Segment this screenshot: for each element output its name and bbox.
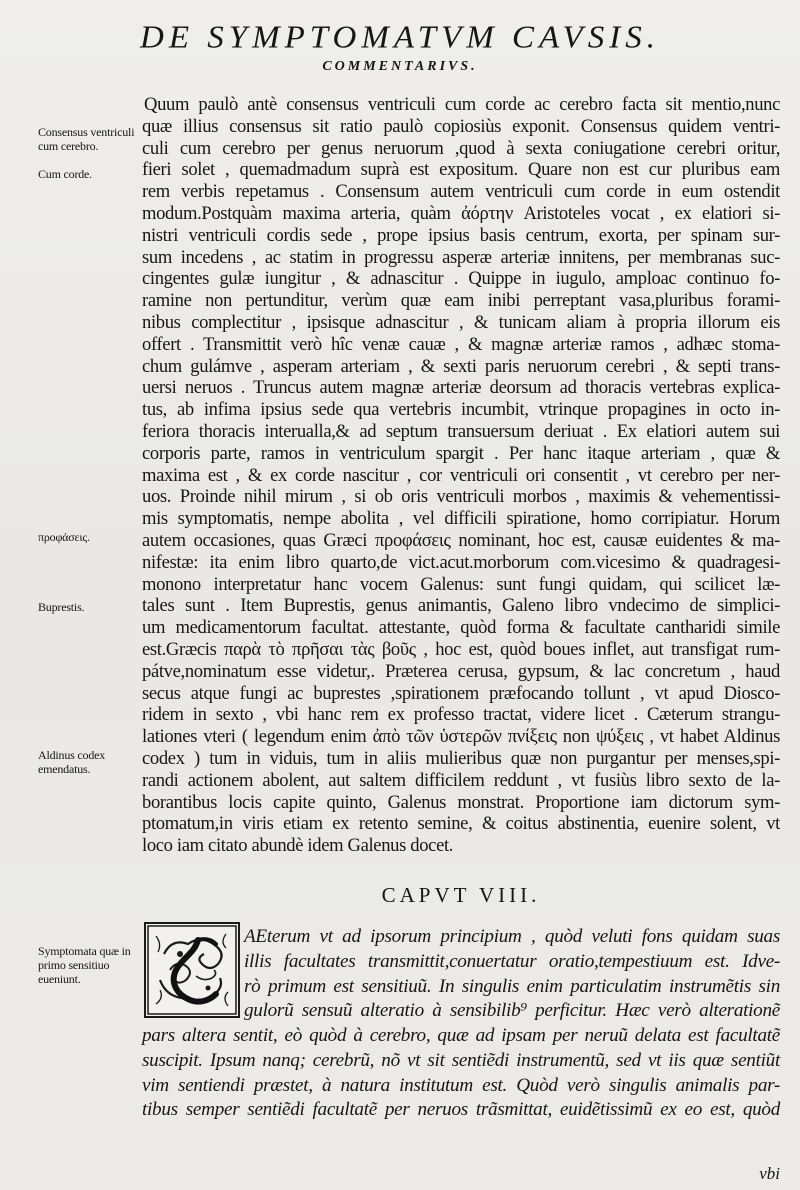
margin-note-symptomata: Symptomata quæ in primo sensitiuo eueniunt. (38, 944, 131, 986)
text-line: AEterum vt ad ipsorum principium , quòd veluti fons quidam suas (244, 926, 780, 947)
margin-note-prophaseis: προφάσεις. (38, 530, 90, 544)
text-line: ptomatum,in viris etiam ex retento semine, & coitus abstinentia, euenire solent, vt (142, 813, 780, 835)
margin-note-consensus: Consensus ventriculi cum cerebro. (38, 125, 135, 153)
text-line: tibus semper sentiẽdi facultatẽ per neruos trãsmittat, euidẽtissimũ ex eo est, quòd (142, 1099, 780, 1121)
text-line: ridem in sexto , vbi hanc rem ex professo tractat, videre licet . Cæterum strangu- (142, 704, 780, 726)
text-line: nistri ventriculi cordis sede , prope ipsius basis centrum, exorta, per spinam sur- (142, 224, 780, 246)
text-line: feriora thoracis interualla,& ad septum transuersum deriuat . Ex elatiori autem sui (142, 420, 780, 442)
text-line: autem occasiones, quas Græci προφάσεις nominant, hoc est, causæ euidentes & ma- (142, 529, 780, 551)
text-line: uos. Proinde nihil mirum , si ob oris ventriculi morbos , maximis & vehementissi- (142, 486, 780, 508)
text-line: tus, ab infima ipsius sede qua vertebris incumbit, vtrinque propagines in octo in- (142, 399, 780, 421)
text-line: secus atque fungi ac buprestes ,spirationem præfocando tollunt , vt apud Diosco- (142, 682, 780, 704)
chapter-body-text (142, 1024, 780, 1123)
text-line: gulorũ sensuũ alteratio à sensibilib⁹ perficitur. Hæc verò alterationẽ (244, 1000, 780, 1022)
text-line: um medicamentorum facultat. attestante, quòd forma & facultate cantharidi simile (142, 617, 780, 639)
text-line: illis facultates transmittit,conuertatur oratio,tempestiuum est. Idve- (244, 950, 780, 972)
text-line: culi cum cerebro per genus neruorum ,quod à sexta coniugatione cerebri oritur, (142, 137, 780, 159)
catchword: vbi (759, 1164, 780, 1183)
text-line: offert . Transmittit verò hîc venæ cauæ , & magnæ arteriæ ramos , adhæc stoma- (142, 333, 780, 355)
text-line: quæ illius consensus sit ratio paulò copiosiùs exponit. Consensus quidem ventri- (142, 115, 780, 137)
margin-note-buprestis: Buprestis. (38, 600, 85, 614)
text-line: rò primum est sensitiuũ. In singulis enim particulatim instrumẽtis sin (244, 975, 780, 997)
text-line: lationes vteri ( legendum enim ἀπὸ τῶν ὑστερῶν πνίξεις non ψύξεις , vt habet Aldinus (142, 726, 780, 748)
text-line: vim sentiendi præstet, à natura institutum est. Quòd verò singulis animalis par- (142, 1074, 780, 1096)
text-line: cingentes gulæ iungitur , & adnascitur . Quippe in iugulo, amploac continuo fo- (142, 268, 780, 290)
text-line: uersi neruos . Truncus autem magnæ arteriæ deorsum ad thoracis vertebras explica- (142, 377, 780, 399)
commentary-body (142, 94, 780, 857)
text-line: maxima est , & ex corde nascitur , cor ventriculi ori consentit , vt cerebro per ner- (142, 464, 780, 486)
decorated-initial-c-icon (144, 922, 240, 1018)
chapter-opening-text (244, 925, 780, 1024)
text-line: fieri solet , quemadmadum suprà est expositum. Quare non est cur pluribus eam (142, 159, 780, 181)
text-line: nibus complectitur , ipsisque adnascitur , & tunicam aliam à propria illorum eis (142, 311, 780, 333)
text-line: rem verbis repetamus . Consensum autem ventriculi cum corde in eum ostendit (142, 181, 780, 203)
text-line: randi actionem abolent, aut saltem difficilem reddunt , vt fusiùs libro sexto de la- (142, 769, 780, 791)
chapter-heading: CAPVT VIII. (381, 883, 541, 907)
section-subtitle: COMMENTARIVS. (322, 59, 478, 74)
text-line: pátve,nominatum esse videtur,. Præterea cerusa, gypsum, & lac concretum , haud (142, 660, 780, 682)
text-line: corporis parte, ramos in ventriculum spargit . Per hanc itaque arteriam , quæ & (142, 442, 780, 464)
text-line: ramine non pertunditur, verùm quæ eam inibi perreptant vasa,pluribus forami- (142, 290, 780, 312)
text-line: sum incedens , ac statim in progressu asperæ arteriæ innitens, per membranas suc- (142, 246, 780, 268)
text-line: codex ) tum in viduis, tum in aliis mulieribus quæ non purgantur per menses,spi- (142, 747, 780, 769)
text-line-last: loco iam citato abundè idem Galenus docet. (142, 835, 454, 857)
running-title: DE SYMPTOMATVM CAVSIS. (140, 20, 660, 56)
text-line: tales sunt . Item Buprestis, genus animantis, Galeno libro vndecimo de simplici- (142, 595, 780, 617)
text-line: modum.Postquàm maxima arteria, quàm ἀόρτην Aristoteles vocat , ex elatiori si- (142, 202, 780, 224)
text-line: Quum paulò antè consensus ventriculi cum corde ac cerebro facta sit mentio,nunc (144, 94, 780, 115)
margin-note-aldinus: Aldinus codex emendatus. (38, 748, 106, 776)
text-line: monono interpretatur hanc vocem Galenus: sunt fungi quidam, qui scilicet læ- (142, 573, 780, 595)
text-line: borantibus locis capite quinto, Galenus monstrat. Proportione iam dictorum sym- (142, 791, 780, 813)
text-line: est.Græcis παρὰ τὸ πρῆσαι τὰς βοῦς , hoc est, quòd boues inflet, aut transfigat rum- (142, 638, 780, 660)
margin-note-cum-corde: Cum corde. (38, 167, 92, 181)
text-line: suscipit. Ipsum nanq; cerebrũ, nõ vt sit sentiẽdi instrumentũ, sed vt iis quæ sentiũt (142, 1049, 780, 1071)
text-line: pars altera sentit, eò quòd à cerebro, quæ ad ipsam per neruũ delata est facultatẽ (142, 1025, 780, 1046)
text-line: chum gulámve , asperam arteriam , & sexti paris neruorum cerebri , & septi trans- (142, 355, 780, 377)
text-line: nifestæ: ita enim libro quarto,de vict.acut.morborum com.vicesimo & quadragesi- (142, 551, 780, 573)
text-line: mis symptomatis, nempe abolita , vel difficili spiratione, homo corripiatur. Horum (142, 508, 780, 530)
